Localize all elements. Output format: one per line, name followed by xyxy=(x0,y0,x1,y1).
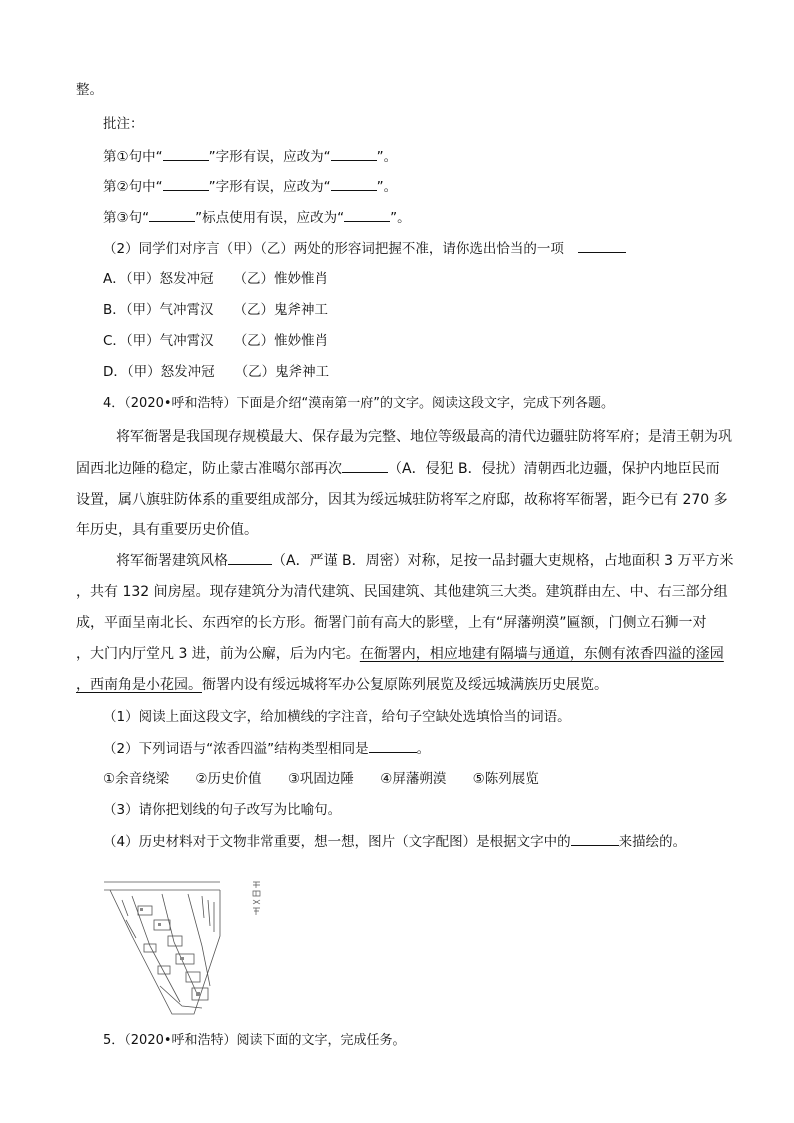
paragraph-line: 设置，属八旗驻防体系的重要组成部分，因其为绥远城驻防将军之府邸，故称将军衙署，距今已有 270 多 xyxy=(76,492,728,508)
text-span: 。 xyxy=(416,741,431,757)
text-line xyxy=(103,238,626,259)
underlined-sentence: ，西南角是小花园。 xyxy=(76,677,202,693)
text-span: ”。 xyxy=(390,210,411,226)
paragraph-line xyxy=(76,458,720,479)
option-c[interactable] xyxy=(103,331,328,351)
choice-3[interactable]: ③巩固边陲 xyxy=(287,771,354,787)
text-span: （A．侵犯 B．侵扰）清朝西北边疆，保护内地臣民而 xyxy=(388,461,720,477)
text-line xyxy=(103,207,411,228)
text-span: ”。 xyxy=(376,179,398,195)
text-span: 将军衙署建筑风格 xyxy=(116,553,228,569)
text-line: 整。 xyxy=(76,82,103,98)
text-line xyxy=(103,176,397,197)
text-span: A．（甲）怒发冲冠 xyxy=(103,271,214,287)
text-span: （A．严谨 B．周密）对称，足按一品封疆大吏规格，占地面积 3 万平方米 xyxy=(272,553,734,569)
paragraph-line: 将军衙署是我国现存规模最大、保存最为完整、地位等级最高的清代边疆驻防将军府；是清王朝为巩 xyxy=(116,429,732,445)
answer-blank[interactable] xyxy=(342,458,388,473)
answer-blank[interactable] xyxy=(149,207,195,222)
sub-question xyxy=(103,738,430,759)
answer-blank[interactable] xyxy=(578,238,626,253)
text-span: 第①句中“ xyxy=(103,149,163,165)
answer-blank[interactable] xyxy=(228,550,272,565)
text-span: ”标点使用有误，应改为“ xyxy=(195,210,345,226)
sub-question: （1）阅读上面这段文字，给加横线的字注音，给句子空缺处选填恰当的词语。 xyxy=(103,709,571,725)
compound-sketch-image xyxy=(102,876,272,1018)
text-span: 来描绘的。 xyxy=(618,834,687,850)
text-span: ”字形有误，应改为“ xyxy=(208,149,331,165)
text-span: （乙）惟妙惟肖 xyxy=(233,333,329,349)
sub-question xyxy=(103,831,686,852)
answer-blank[interactable] xyxy=(163,176,209,191)
question-heading: 5．（2020•呼和浩特）阅读下面的文字，完成任务。 xyxy=(103,1033,406,1048)
paragraph-line: ，共有 132 间房屋。现存建筑分为清代建筑、民国建筑、其他建筑三大类。建筑群由左、中、右三部分组 xyxy=(76,584,728,600)
answer-blank[interactable] xyxy=(369,738,417,753)
text-span: 衙署内设有绥远城将军办公复原陈列展览及绥远城满族历史展览。 xyxy=(202,677,608,693)
option-b[interactable] xyxy=(103,300,328,320)
answer-blank[interactable] xyxy=(331,176,377,191)
choice-2[interactable]: ②历史价值 xyxy=(195,771,262,787)
text-span: 第③句“ xyxy=(103,210,150,226)
choice-5[interactable]: ⑤陈列展览 xyxy=(472,771,539,787)
text-span: C．（甲）气冲霄汉 xyxy=(103,333,214,349)
choice-row xyxy=(103,769,539,789)
text-span: 第②句中“ xyxy=(103,179,163,195)
answer-blank[interactable] xyxy=(163,146,209,161)
answer-blank[interactable] xyxy=(331,146,377,161)
text-line: 批注： xyxy=(103,116,144,132)
text-span: （2）下列词语与“浓香四溢”结构类型相同是 xyxy=(103,741,369,757)
sub-question: （3）请你把划线的句子改写为比喻句。 xyxy=(103,802,342,818)
choice-1[interactable]: ①余音绕梁 xyxy=(103,771,170,787)
text-span: ”。 xyxy=(376,149,398,165)
paragraph-line: 年历史，具有重要历史价值。 xyxy=(76,522,258,538)
question-heading: 4．（2020•呼和浩特）下面是介绍“漠南第一府”的文字。阅读这段文字，完成下列各题。 xyxy=(103,396,614,411)
text-span: （乙）鬼斧神工 xyxy=(233,302,329,318)
paragraph-line xyxy=(116,550,733,571)
text-span: （4）历史材料对于文物非常重要，想一想，图片（文字配图）是根据文字中的 xyxy=(103,834,571,850)
option-a[interactable] xyxy=(103,269,328,289)
text-span: ”字形有误，应改为“ xyxy=(208,179,331,195)
option-d[interactable] xyxy=(103,362,329,382)
underlined-sentence: 在衙署内，相应地建有隔墙与通道，东侧有浓香四溢的滏园 xyxy=(359,646,724,662)
text-span: （2）同学们对序言（甲）（乙）两处的形容词把握不准，请你选出恰当的一项 xyxy=(103,241,564,257)
choice-4[interactable]: ④屏藩朔漠 xyxy=(380,771,447,787)
paragraph-line xyxy=(76,644,724,664)
text-span: B．（甲）气冲霄汉 xyxy=(103,302,214,318)
paragraph-line: 成，平面呈南北长、东西窄的长方形。衙署门前有高大的影壁，上有“屏藩朔漠”匾额，门侧立石狮一对 xyxy=(76,615,707,631)
answer-blank[interactable] xyxy=(344,207,390,222)
paragraph-line xyxy=(76,675,608,695)
text-span: D．（甲）怒发冲冠 xyxy=(103,364,215,380)
vertical-caption-sketch xyxy=(250,880,264,918)
text-span: ，大门内厅堂凡 3 进，前为公廨，后为内宅。 xyxy=(76,646,360,662)
text-span: （乙）鬼斧神工 xyxy=(234,364,330,380)
text-line xyxy=(103,146,397,167)
text-span: （乙）惟妙惟肖 xyxy=(233,271,328,287)
text-span: 固西北边陲的稳定，防止蒙古准噶尔部再次 xyxy=(76,461,342,477)
answer-blank[interactable] xyxy=(571,831,619,846)
